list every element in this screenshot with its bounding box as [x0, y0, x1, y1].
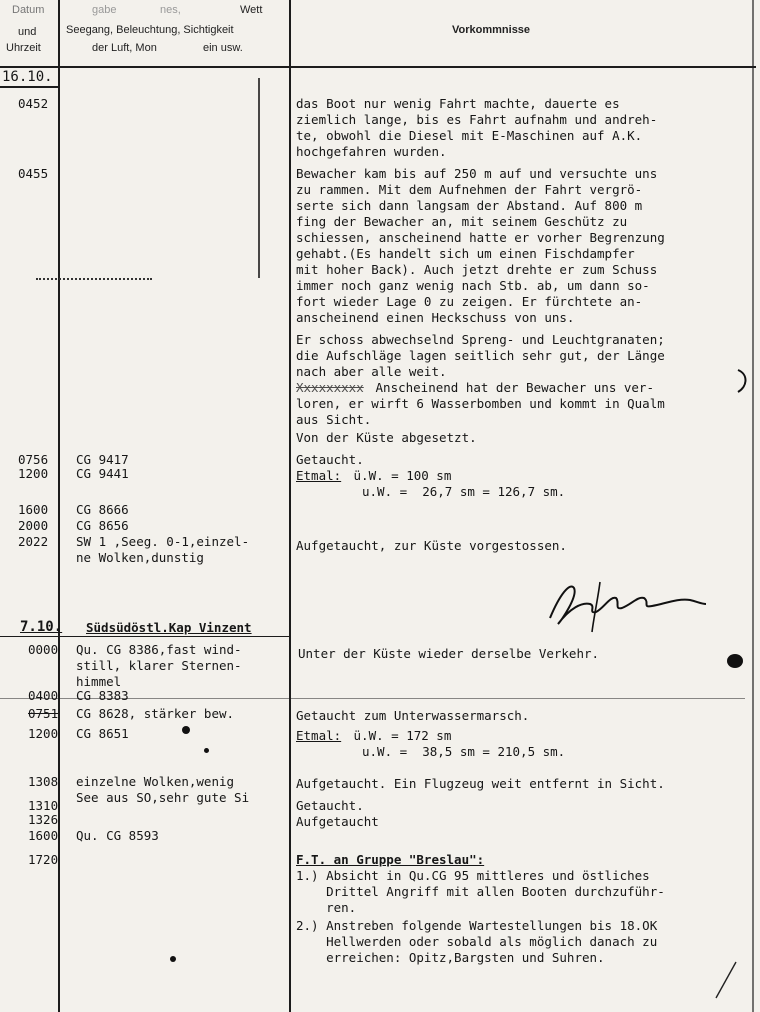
- entry-1308: Aufgetaucht. Ein Flugzeug weit entfernt in Sicht.: [296, 776, 665, 791]
- time-1600-b: 1600: [28, 828, 59, 843]
- margin-stroke: [258, 78, 260, 278]
- entry-lost-line-1: Anscheinend hat der Bewacher uns ver-: [368, 380, 654, 395]
- weather-0000-line-3: himmel: [76, 674, 122, 689]
- entry-0455-line-2: zu rammen. Mit dem Aufnehmen der Fahrt vergrö-: [296, 182, 643, 197]
- entry-0751: Getaucht zum Unterwassermarsch.: [296, 708, 530, 723]
- time-1310: 1310: [28, 798, 59, 813]
- struck-word: Xxxxxxxxx: [296, 380, 364, 395]
- time-0000: 0000: [28, 642, 59, 657]
- time-0756: 0756: [18, 452, 49, 467]
- position-0756: CG 9417: [76, 452, 129, 467]
- ink-blot: [727, 654, 743, 668]
- weather-2022-line-2: ne Wolken,dunstig: [76, 550, 204, 565]
- ink-spot-3: [170, 956, 176, 962]
- position-1200-a: CG 9441: [76, 466, 129, 481]
- entry-shot-line-3: nach aber alle weit.: [296, 364, 447, 379]
- header-col2-line2: der Luft, Mon: [92, 42, 157, 54]
- entry-0000: Unter der Küste wieder derselbe Verkehr.: [298, 646, 600, 661]
- weather-2022-line-1: SW 1 ,Seeg. 0-1,einzel-: [76, 534, 250, 549]
- time-2022: 2022: [18, 534, 49, 549]
- header-col2-faded-a: gabe: [92, 4, 117, 16]
- time-0751: 0751: [28, 706, 59, 721]
- etmal-1-line-2: u.W. = 26,7 sm = 126,7 sm.: [362, 484, 566, 499]
- entry-0455-line-5: schiessen, anscheinend hatte er vorher Begrenzung: [296, 230, 665, 245]
- entry-1720-item-1-line-3: ren.: [296, 900, 357, 915]
- entry-0452-line-1: das Boot nur wenig Fahrt machte, dauerte es: [296, 96, 620, 111]
- entry-0452-line-3: te, obwohl die Diesel mit E-Maschinen auf A.K.: [296, 128, 643, 143]
- entry-shot-line-2: die Aufschläge lagen seitlich sehr gut, der Länge: [296, 348, 665, 363]
- time-2000: 2000: [18, 518, 49, 533]
- entry-lost-line-2: loren, er wirft 6 Wasserbomben und kommt in Qualm: [296, 396, 665, 411]
- column-divider-2: [289, 0, 291, 1012]
- time-0452: 0452: [18, 96, 49, 111]
- entry-0455-line-6: gehabt.(Es handelt sich um einen Fischdampfer: [296, 246, 635, 261]
- bracket-mark: [734, 368, 754, 394]
- pen-stroke: [712, 960, 742, 1000]
- date-16-10: 16.10.: [2, 69, 53, 85]
- entry-0756: Getaucht.: [296, 452, 364, 467]
- weather-1308-line-2: See aus SO,sehr gute Si: [76, 790, 250, 805]
- entry-0452-line-2: ziemlich lange, bis es Fahrt aufnahm und andreh-: [296, 112, 658, 127]
- position-1200-b: CG 8651: [76, 726, 129, 741]
- location-kap-vinzent: Südsüdöstl.Kap Vinzent: [86, 620, 252, 635]
- weather-1308-line-1: einzelne Wolken,wenig: [76, 774, 235, 789]
- header-col2-line1: Seegang, Beleuchtung, Sichtigkeit: [66, 24, 234, 36]
- header-und: und: [18, 26, 37, 38]
- entry-0455-line-10: anscheinend einen Heckschuss von uns.: [296, 310, 575, 325]
- entry-1720-item-1-line-1: 1.) Absicht in Qu.CG 95 mittleres und östliches: [296, 868, 650, 883]
- time-1200-b: 1200: [28, 726, 59, 741]
- entry-coast: Von der Küste abgesetzt.: [296, 430, 477, 445]
- position-1600-a: CG 8666: [76, 502, 129, 517]
- entry-0455-line-1: Bewacher kam bis auf 250 m auf und versuchte uns: [296, 166, 658, 181]
- etmal-label-1: Etmal:: [296, 468, 342, 483]
- location-rule: [0, 636, 289, 637]
- etmal-1-line-1: ü.W. = 100 sm: [346, 468, 452, 483]
- entry-2022: Aufgetaucht, zur Küste vorgestossen.: [296, 538, 567, 553]
- time-1600-a: 1600: [18, 502, 49, 517]
- date-underline: [0, 86, 58, 88]
- position-0400: CG 8383: [76, 688, 129, 703]
- header-col2-line2b: ein usw.: [203, 42, 243, 54]
- handwritten-signature: [540, 574, 710, 634]
- time-1326: 1326: [28, 812, 59, 827]
- entry-1720-item-2-line-2: Hellwerden oder sobald als möglich danach zu: [296, 934, 658, 949]
- header-vorkommnisse: Vorkommnisse: [452, 24, 531, 36]
- entry-0455-line-3: serte sich dann langsam der Abstand. Auf 800 m: [296, 198, 643, 213]
- etmal-2-line-1: ü.W. = 172 sm: [346, 728, 452, 743]
- right-border: [752, 0, 754, 1012]
- entry-1310: Getaucht.: [296, 798, 364, 813]
- entry-shot-line-1: Er schoss abwechselnd Spreng- und Leuchtgranaten;: [296, 332, 665, 347]
- entry-0455-line-9: fort wieder Lage 0 zu zeigen. Er fürchtete an-: [296, 294, 643, 309]
- etmal-2-line-2: u.W. = 38,5 sm = 210,5 sm.: [362, 744, 566, 759]
- position-2000: CG 8656: [76, 518, 129, 533]
- time-1308: 1308: [28, 774, 59, 789]
- header-col2-faded-c: Wett: [240, 4, 263, 16]
- entry-0455-line-4: fing der Bewacher an, mit seinem Geschütz zu: [296, 214, 628, 229]
- dotted-leader: [36, 278, 152, 280]
- time-0455: 0455: [18, 166, 49, 181]
- header-uhrzeit: Uhrzeit: [6, 42, 41, 54]
- entry-1720-item-2-line-1: 2.) Anstreben folgende Wartestellungen bis 18.OK: [296, 918, 658, 933]
- time-0400: 0400: [28, 688, 59, 703]
- time-1720: 1720: [28, 852, 59, 867]
- column-divider-1: [58, 0, 60, 1012]
- weather-0000-line-1: Qu. CG 8386,fast wind-: [76, 642, 242, 657]
- entry-0452-line-4: hochgefahren wurden.: [296, 144, 447, 159]
- ink-spot-1: [182, 726, 190, 734]
- etmal-label-2: Etmal:: [296, 728, 342, 743]
- date-7-10: 7.10.: [20, 619, 63, 635]
- header-datum: Datum: [12, 4, 45, 16]
- entry-1720-item-1-line-2: Drittel Angriff mit allen Booten durchzuführ-: [296, 884, 665, 899]
- position-1600-b: Qu. CG 8593: [76, 828, 159, 843]
- entry-1326: Aufgetaucht: [296, 814, 379, 829]
- header-rule: [0, 66, 756, 68]
- header-col2-faded-b: nes,: [160, 4, 181, 16]
- weather-0751: CG 8628, stärker bew.: [76, 706, 235, 721]
- entry-1720-item-2-line-3: erreichen: Opitz,Bargsten und Suhren.: [296, 950, 605, 965]
- time-1200-a: 1200: [18, 466, 49, 481]
- entry-0455-line-7: mit hoher Back). Auch jetzt drehte er zum Schuss: [296, 262, 658, 277]
- entry-0455-line-8: immer noch ganz wenig nach Stb. ab, um dann so-: [296, 278, 650, 293]
- weather-0000-line-2: still, klarer Sternen-: [76, 658, 242, 673]
- ink-spot-2: [204, 748, 209, 753]
- entry-1720-heading: F.T. an Gruppe "Breslau":: [296, 852, 485, 867]
- entry-lost-line-3: aus Sicht.: [296, 412, 372, 427]
